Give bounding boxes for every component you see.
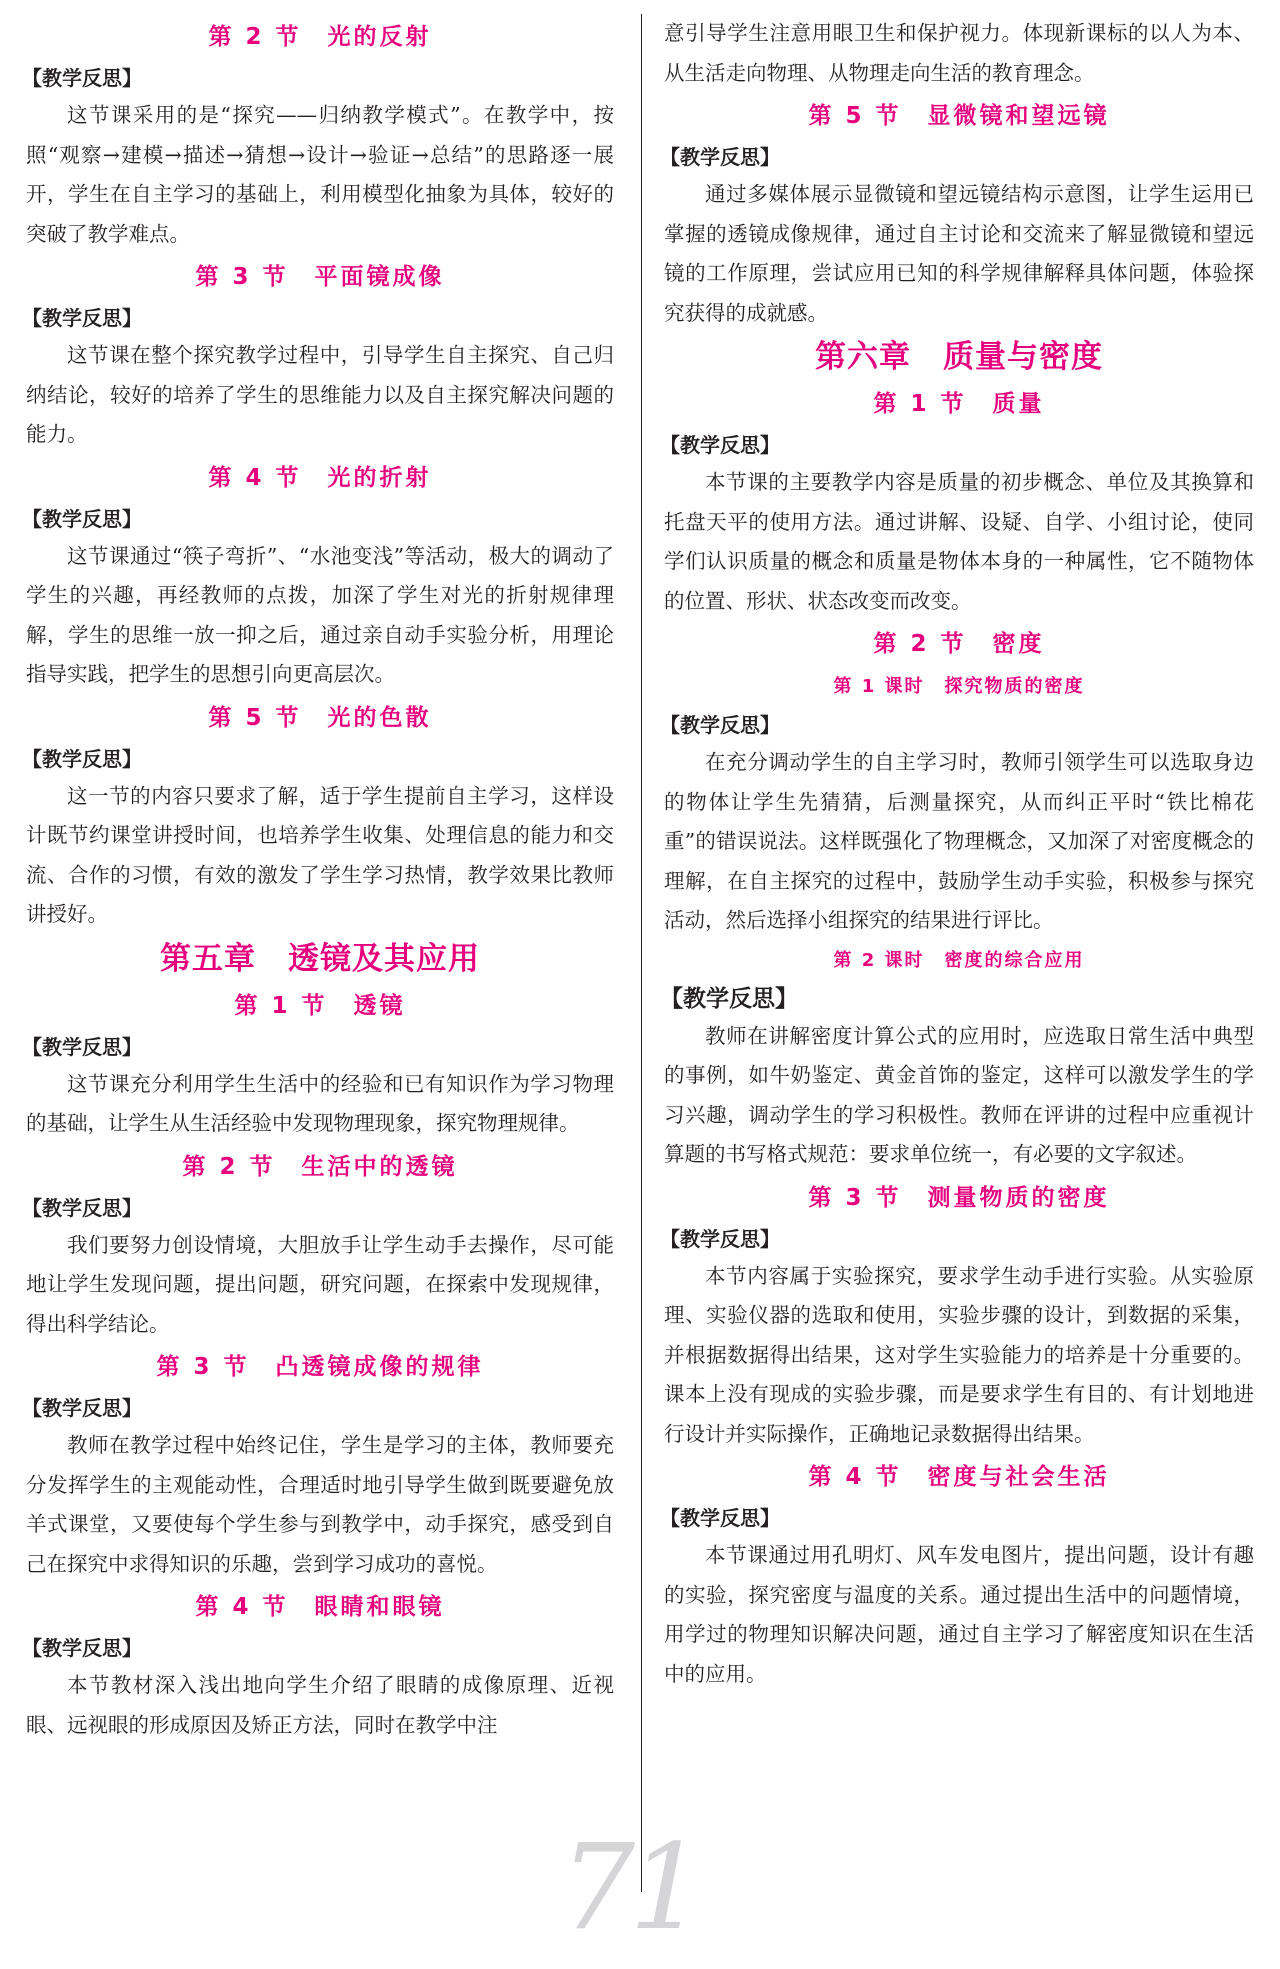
paragraph: 这节课充分利用学生生活中的经验和已有知识作为学习物理的基础，让学生从生活经验中发现物理现象，探究物理规律。 [26,1071,614,1135]
reflection-label: 【教学反思】 [22,506,142,531]
section-heading: 第 4 节 眼睛和眼镜 [195,1594,445,1620]
reflection-label: 【教学反思】 [660,433,780,457]
right-column [660,14,1254,1694]
section-heading: 第 4 节 密度与社会生活 [808,1464,1110,1490]
reflection-label: 【教学反思】 [660,985,798,1012]
section-heading: 第 2 节 密度 [873,631,1045,657]
paragraph: 本节课通过用孔明灯、风车发电图片，提出问题，设计有趣的实验，探究密度与温度的关系。通过提出生活中的问题情境，用学过的物理知识解决问题，通过自主学习了解密度知识在生活中的应用。 [664,1543,1254,1686]
column-divider [641,14,642,1892]
section-heading: 第 1 节 质量 [873,391,1045,417]
reflection-label: 【教学反思】 [22,306,142,330]
reflection-label: 【教学反思】 [22,1034,142,1059]
section-heading: 第 3 节 测量物质的密度 [808,1184,1110,1211]
paragraph: 这一节的内容只要求了解，适于学生提前自主学习，这样设计既节约课堂讲授时间，也培养学生收集、处理信息的能力和交流、合作的习惯，有效的激发了学生学习热情，教学效果比教师讲授好。 [26,783,614,926]
paragraph: 本节课的主要教学内容是质量的初步概念、单位及其换算和托盘天平的使用方法。通过讲解、设疑、自学、小组讨论，使同学们认识质量的概念和质量是物体本身的一种属性，它不随物体的位置、形状、状态改变而改变。 [664,470,1254,613]
chapter-heading: 第五章 透镜及其应用 [160,940,480,977]
section-heading: 第 3 节 凸透镜成像的规律 [156,1354,484,1380]
section-heading: 第 4 节 光的折射 [208,464,432,491]
section-heading: 第 1 节 透镜 [234,992,406,1019]
lesson-subheading: 第 1 课时 探究物质的密度 [833,676,1085,697]
section-heading: 第 2 节 生活中的透镜 [182,1153,458,1180]
chapter-heading: 第六章 质量与密度 [815,339,1103,375]
reflection-label: 【教学反思】 [660,713,780,737]
paragraph-continued: 意引导学生注意用眼卫生和保护视力。体现新课标的以人为本、从生活走向物理、从物理走向生活的教育理念。 [664,21,1254,85]
paragraph: 在充分调动学生的自主学习时，教师引领学生可以选取身边的物体让学生先猜猜，后测量探究，从而纠正平时“铁比棉花重”的错误说法。这样既强化了物理概念，又加深了对密度概念的理解，在自主探究的过程中，鼓励学生动手实验，积极参与探究活动，然后选择小组探究的结果进行评比。 [664,750,1254,932]
section-heading: 第 5 节 显微镜和望远镜 [808,103,1110,129]
reflection-label: 【教学反思】 [22,1195,142,1220]
paragraph: 这节课采用的是“探究——归纳教学模式”。在教学中，按照“观察→建模→描述→猜想→设计→验证→总结”的思路逐一展开，学生在自主学习的基础上，利用模型化抽象为具体，较好的突破了教学难点。 [26,103,614,246]
paragraph: 教师在教学过程中始终记住，学生是学习的主体，教师要充分发挥学生的主观能动性，合理适时地引导学生做到既要避免放羊式课堂，又要使每个学生参与到教学中，动手探究，感受到自己在探究中求得知识的乐趣，尝到学习成功的喜悦。 [26,1433,614,1576]
paragraph: 本节教材深入浅出地向学生介绍了眼睛的成像原理、近视眼、远视眼的形成原因及矫正方法，同时在教学中注 [26,1673,614,1737]
section-heading: 第 2 节 光的反射 [208,24,432,50]
paragraph: 教师在讲解密度计算公式的应用时，应选取日常生活中典型的事例，如牛奶鉴定、黄金首饰的鉴定，这样可以激发学生的学习兴趣，调动学生的学习积极性。教师在评讲的过程中应重视计算题的书写格式规范：要求单位统一，有必要的文字叙述。 [664,1023,1254,1166]
reflection-label: 【教学反思】 [22,66,142,90]
section-heading: 第 3 节 平面镜成像 [195,264,445,290]
lesson-subheading: 第 2 课时 密度的综合应用 [833,949,1085,971]
reflection-label: 【教学反思】 [660,145,780,169]
page-number: 71 [560,1818,699,1956]
reflection-label: 【教学反思】 [22,1396,142,1420]
paragraph: 通过多媒体展示显微镜和望远镜结构示意图，让学生运用已掌握的透镜成像规律，通过自主讨论和交流来了解显微镜和望远镜的工作原理，尝试应用已知的科学规律解释具体问题，体验探究获得的成就感。 [664,182,1254,325]
reflection-label: 【教学反思】 [660,1226,780,1251]
reflection-label: 【教学反思】 [22,1636,142,1660]
paragraph: 我们要努力创设情境，大胆放手让学生动手去操作，尽可能地让学生发现问题，提出问题，研究问题，在探索中发现规律，得出科学结论。 [26,1232,614,1336]
paragraph: 这节课在整个探究教学过程中，引导学生自主探究、自己归纳结论，较好的培养了学生的思维能力以及自主探究解决问题的能力。 [26,343,614,446]
left-column [22,14,614,1745]
paragraph: 本节内容属于实验探究，要求学生动手进行实验。从实验原理、实验仪器的选取和使用，实验步骤的设计，到数据的采集，并根据数据得出结果，这对学生实验能力的培养是十分重要的。课本上没有现成的实验步骤，而是要求学生有目的、有计划地进行设计并实际操作，正确地记录数据得出结果。 [664,1263,1254,1446]
reflection-label: 【教学反思】 [22,746,142,771]
reflection-label: 【教学反思】 [660,1506,780,1530]
section-heading: 第 5 节 光的色散 [208,704,432,731]
paragraph: 这节课通过“筷子弯折”、“水池变浅”等活动，极大的调动了学生的兴趣，再经教师的点拨，加深了学生对光的折射规律理解，学生的思维一放一抑之后，通过亲自动手实验分析，用理论指导实践，把学生的思想引向更高层次。 [26,543,614,686]
